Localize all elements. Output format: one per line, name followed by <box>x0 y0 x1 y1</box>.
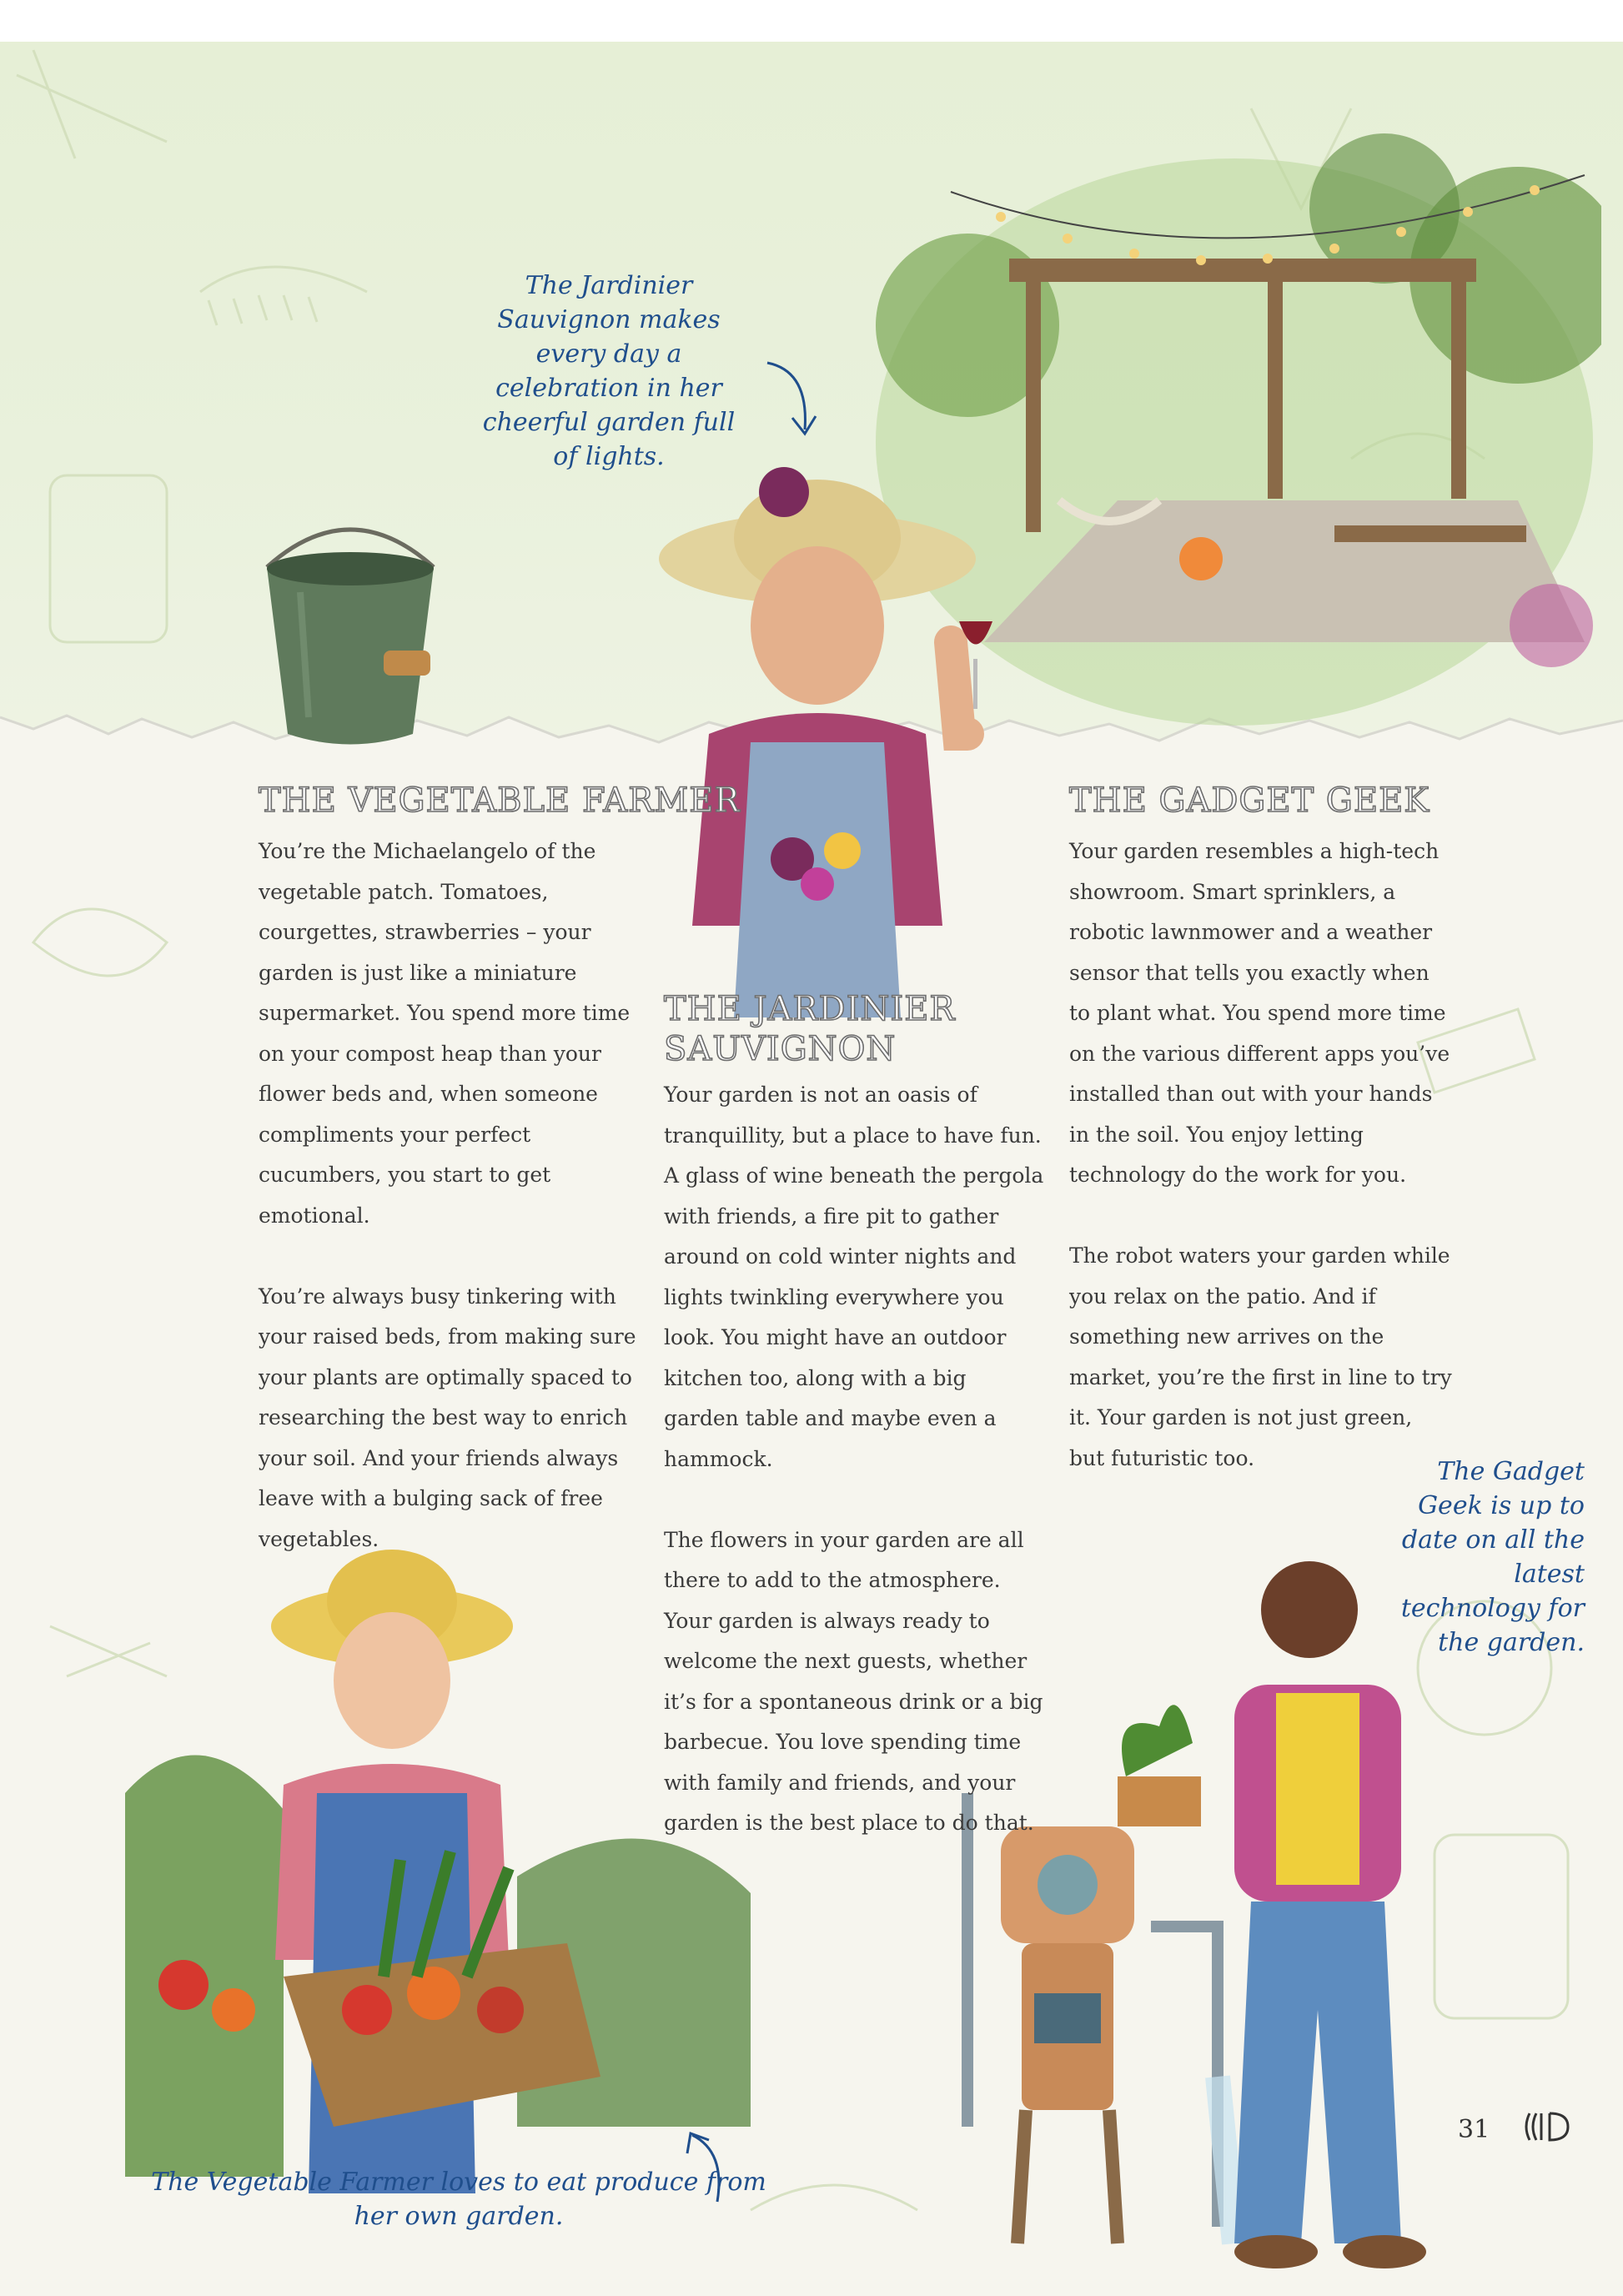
paragraph: Your garden resembles a high-tech showroom. Smart sprinklers, a robotic lawnmower and a weather sensor that tells you exactly when to plant what. You spend more time on the various different apps you’ve installed than out with your hands in the soil. You enjoy letting technology do the work for you. <box>1069 839 1450 1187</box>
paragraph: Your garden is not an oasis of tranquillity, but a place to have fun. A glass of wine beneath the pergola with friends, a fire pit to gather around on cold winter nights and lights twinkling everywhere you look. You might have an outdoor kitchen too, along with a big garden table and maybe even a hammock. <box>664 1083 1044 1471</box>
magazine-logo-icon <box>1525 2110 1571 2143</box>
caption-gadget-geek: The Gadget Geek is up to date on all the latest technology for the garden. <box>1400 1457 1585 1657</box>
bucket-icon <box>250 509 450 759</box>
caption-vegetable-farmer: The Vegetable Farmer loves to eat produce from her own garden. <box>151 2168 766 2231</box>
paragraph: You’re the Michaelangelo of the vegetable patch. Tomatoes, courgettes, strawberries – your garden is just like a miniature supermarket. You spend more time on your compost heap than your flower beds and, when someone compliments your perfect cucumbers, you start to get emotional. <box>259 839 631 1228</box>
heading-gadget-geek: THE GADGET GEEK <box>1069 781 1430 820</box>
paragraph: The flowers in your garden are all there to add to the atmosphere. Your garden is always ready to welcome the next guests, whether it’s for a spontaneous drink or a big barbecue. You love spending time with family and friends, and your garden is the best place to do that. <box>664 1527 1043 1835</box>
heading-jardinier-sauvignon <box>664 989 956 1069</box>
curved-arrow-icon <box>759 354 826 446</box>
paragraph: The robot waters your garden while you relax on the patio. And if something new arrives on the market, you’re the first in line to try it. Your garden is not just green, but futuristic too. <box>1069 1243 1452 1470</box>
page-number: 31 <box>1458 2115 1490 2144</box>
heading-vegetable-farmer: THE VEGETABLE FARMER <box>259 781 741 820</box>
jardinier-woman-illustration <box>634 459 1051 1017</box>
heading-line: THE JARDINIER <box>664 990 956 1028</box>
magazine-page <box>0 42 1623 2296</box>
column-vegetable-farmer <box>259 831 642 1560</box>
column-jardinier-sauvignon <box>664 1075 1048 1844</box>
caption-jardinier: The Jardinier Sauvignon makes every day a celebration in her cheerful garden full of lights. <box>482 271 736 471</box>
heading-line: SAUVIGNON <box>664 1030 897 1068</box>
paragraph: You’re always busy tinkering with your raised beds, from making sure your plants are optimally spaced to researching the best way to enrich your soil. And your friends always leave with a bulging sack of free vegetables. <box>259 1284 636 1551</box>
column-gadget-geek <box>1069 831 1453 1479</box>
